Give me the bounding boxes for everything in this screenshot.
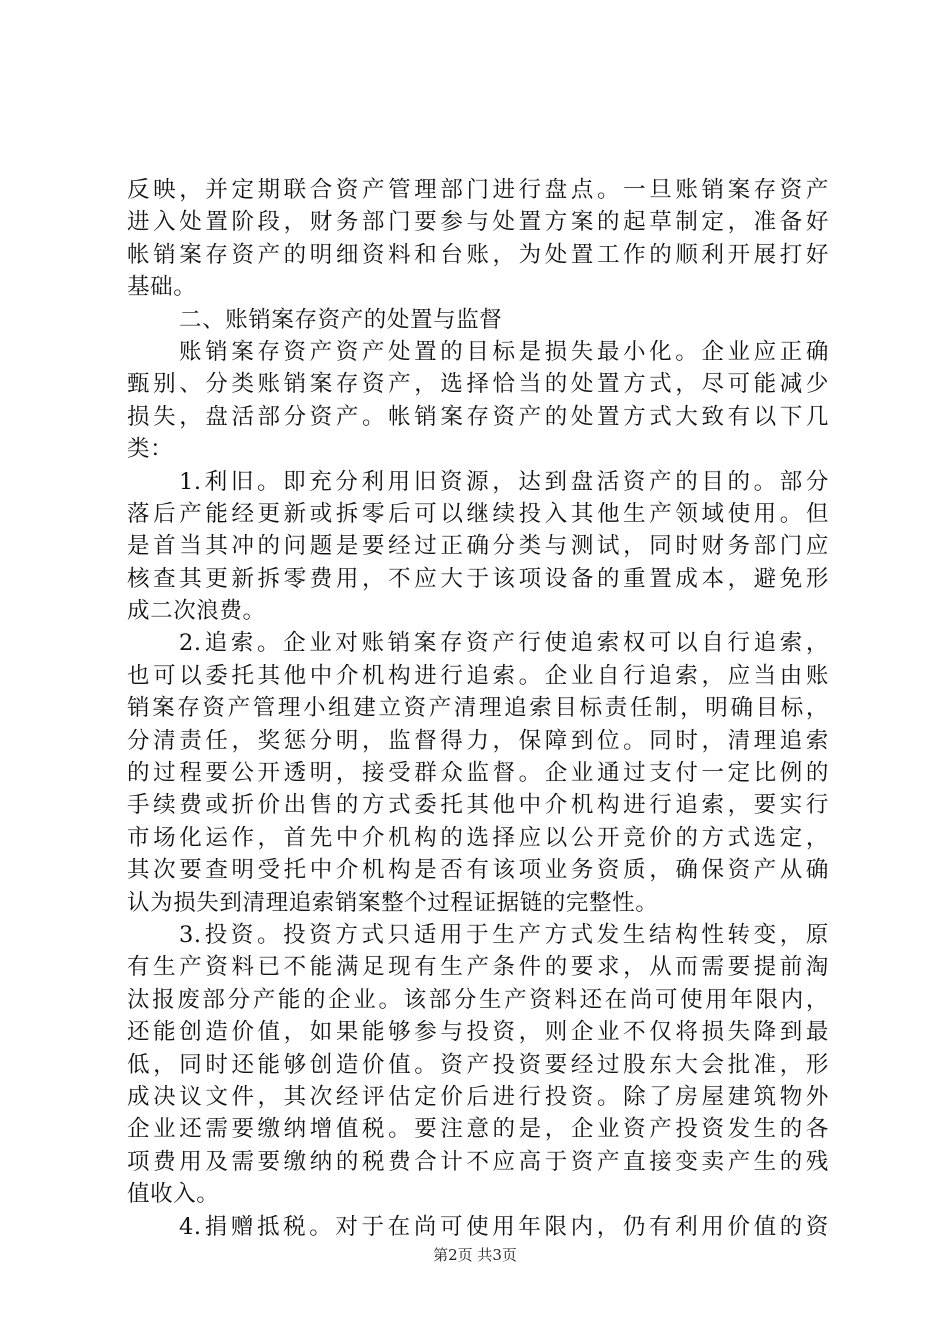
text-line: 3.投资。投资方式只适用于生产方式发生结构性转变，原 bbox=[179, 921, 829, 948]
text-line: 销案存资产管理小组建立资产清理追索目标责任制，明确目标， bbox=[127, 695, 829, 722]
section-heading: 二、账销案存资产的处置与监督 bbox=[179, 306, 503, 333]
text-line: 也可以委托其他中介机构进行追索。企业自行追索，应当由账 bbox=[127, 662, 829, 689]
text-line: 手续费或折价出售的方式委托其他中介机构进行追索，要实行 bbox=[127, 792, 829, 819]
text-line: 值收入。 bbox=[127, 1181, 220, 1208]
text-line: 2.追索。企业对账销案存资产行使追索权可以自行追索， bbox=[179, 630, 829, 657]
text-line: 甄别、分类账销案存资产，选择恰当的处置方式，尽可能减少 bbox=[127, 371, 829, 398]
text-line: 4.捐赠抵税。对于在尚可使用年限内，仍有利用价值的资 bbox=[179, 1213, 829, 1240]
text-line: 的过程要公开透明，接受群众监督。企业通过支付一定比例的 bbox=[127, 760, 829, 787]
text-line: 有生产资料已不能满足现有生产条件的要求，从而需要提前淘 bbox=[127, 954, 829, 981]
text-line: 其次要查明受托中介机构是否有该项业务资质，确保资产从确 bbox=[127, 857, 829, 884]
page-number-footer: 第2页 共3页 bbox=[433, 1246, 517, 1264]
text-line: 类： bbox=[127, 436, 174, 463]
text-line: 帐销案存资产的明细资料和台账，为处置工作的顺利开展打好 bbox=[127, 241, 829, 268]
text-line: 账销案存资产资产处置的目标是损失最小化。企业应正确 bbox=[179, 338, 829, 365]
text-line: 基础。 bbox=[127, 274, 197, 301]
document-body bbox=[127, 174, 829, 1243]
text-line: 落后产能经更新或拆零后可以继续投入其他生产领域使用。但 bbox=[127, 500, 829, 527]
text-line: 进入处置阶段，财务部门要参与处置方案的起草制定，准备好 bbox=[127, 209, 829, 236]
text-line: 分清责任，奖惩分明，监督得力，保障到位。同时，清理追索 bbox=[127, 727, 829, 754]
text-line: 低，同时还能够创造价值。资产投资要经过股东大会批准，形 bbox=[127, 1051, 829, 1078]
text-line: 1.利旧。即充分利用旧资源，达到盘活资产的目的。部分 bbox=[179, 468, 829, 495]
text-line: 市场化运作，首先中介机构的选择应以公开竞价的方式选定， bbox=[127, 824, 829, 851]
text-line: 项费用及需要缴纳的税费合计不应高于资产直接变卖产生的残 bbox=[127, 1148, 829, 1175]
text-line: 认为损失到清理追索销案整个过程证据链的完整性。 bbox=[127, 889, 659, 916]
text-line: 汰报废部分产能的企业。该部分生产资料还在尚可使用年限内， bbox=[127, 986, 829, 1013]
text-line: 企业还需要缴纳增值税。要注意的是，企业资产投资发生的各 bbox=[127, 1116, 829, 1143]
text-line: 核查其更新拆零费用，不应大于该项设备的重置成本，避免形 bbox=[127, 565, 829, 592]
text-line: 损失，盘活部分资产。帐销案存资产的处置方式大致有以下几 bbox=[127, 403, 829, 430]
text-line: 反映，并定期联合资产管理部门进行盘点。一旦账销案存资产 bbox=[127, 177, 829, 203]
text-line: 是首当其冲的问题是要经过正确分类与测试，同时财务部门应 bbox=[127, 533, 829, 560]
text-line: 还能创造价值，如果能够参与投资，则企业不仅将损失降到最 bbox=[127, 1019, 829, 1046]
text-line: 成决议文件，其次经评估定价后进行投资。除了房屋建筑物外 bbox=[127, 1083, 829, 1110]
text-line: 成二次浪费。 bbox=[127, 598, 266, 625]
